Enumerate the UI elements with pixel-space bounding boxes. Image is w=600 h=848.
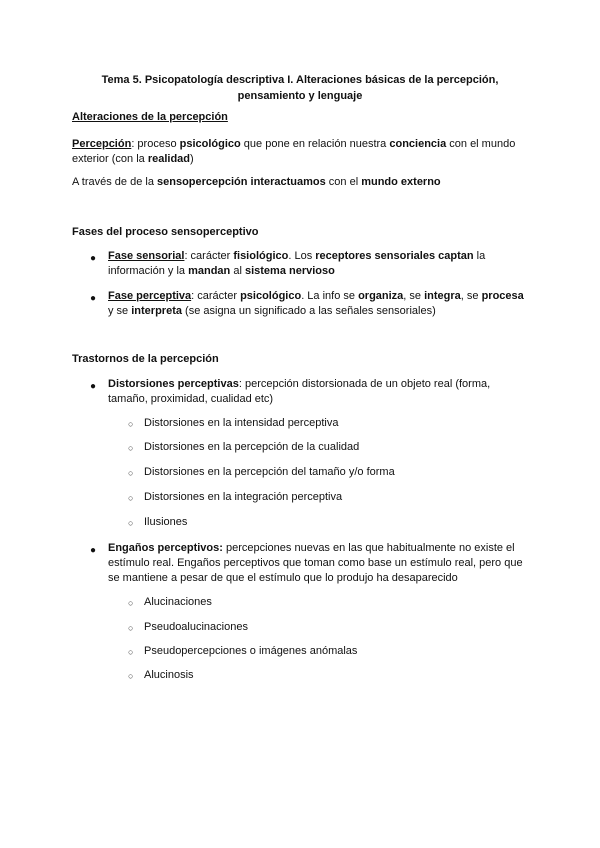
sub-list-item: Pseudoalucinaciones: [144, 621, 248, 633]
sub-list-item: Distorsiones en la integración perceptiva: [144, 491, 343, 503]
list-item-enganos: Engaños perceptivos: percepciones nuevas en las que habitualmente no existe el estímulo real. Engaños perceptivos que toman como base un estímulo real, pero que se mantiene a pesar de que el estímulo que lo produjo ha desaparecido: [108, 542, 523, 584]
list-item-fase-sensorial: Fase sensorial: carácter fisiológico. Los receptores sensoriales captan la información y la mandan al sistema nervioso: [108, 250, 486, 277]
title-line-1: Tema 5. Psicopatología descriptiva I. Alteraciones básicas de la percepción,: [101, 74, 499, 86]
section-heading-trastornos: Trastornos de la percepción: [72, 353, 219, 365]
title-line-2: pensamiento y lenguaje: [237, 90, 363, 102]
section-heading-fases: Fases del proceso sensoperceptivo: [72, 226, 259, 238]
bullet-icon: ●: [90, 545, 97, 556]
bullet-icon: ●: [90, 381, 97, 392]
sub-list-item: Ilusiones: [144, 516, 188, 528]
document-title: [72, 72, 528, 104]
sub-list-item: Distorsiones en la percepción del tamaño y/o forma: [144, 466, 395, 478]
sub-list-item: Alucinaciones: [144, 596, 212, 608]
paragraph-sensopercepcion: A través de de la sensopercepción interactuamos con el mundo externo: [72, 176, 441, 188]
sub-bullet-icon: ○: [128, 493, 134, 503]
sub-bullet-icon: ○: [128, 671, 134, 681]
section-heading-alteraciones: Alteraciones de la percepción: [72, 111, 228, 123]
sub-bullet-icon: ○: [128, 468, 134, 478]
bullet-icon: ●: [90, 253, 97, 264]
sub-bullet-icon: ○: [128, 419, 134, 429]
sub-bullet-icon: ○: [128, 598, 134, 608]
bullet-icon: ●: [90, 293, 97, 304]
list-item-distorsiones: Distorsiones perceptivas: percepción distorsionada de un objeto real (forma, tamaño, proximidad, cualidad etc): [108, 378, 491, 405]
term-percepcion: Percepción: [72, 138, 132, 150]
sub-bullet-icon: ○: [128, 647, 134, 657]
sub-list-item: Alucinosis: [144, 669, 194, 681]
paragraph-percepcion: Percepción: proceso psicológico que pone en relación nuestra conciencia con el mundo exterior (con la realidad): [72, 138, 516, 165]
sub-bullet-icon: ○: [128, 518, 134, 528]
list-item-fase-perceptiva: Fase perceptiva: carácter psicológico. La info se organiza, se integra, se procesa y se interpreta (se asigna un significado a las señales sensoriales): [108, 290, 524, 317]
sub-list-item: Distorsiones en la intensidad perceptiva: [144, 417, 339, 429]
sub-bullet-icon: ○: [128, 623, 134, 633]
sub-bullet-icon: ○: [128, 443, 134, 453]
sub-list-item: Pseudopercepciones o imágenes anómalas: [144, 645, 358, 657]
sub-list-item: Distorsiones en la percepción de la cualidad: [144, 441, 360, 453]
